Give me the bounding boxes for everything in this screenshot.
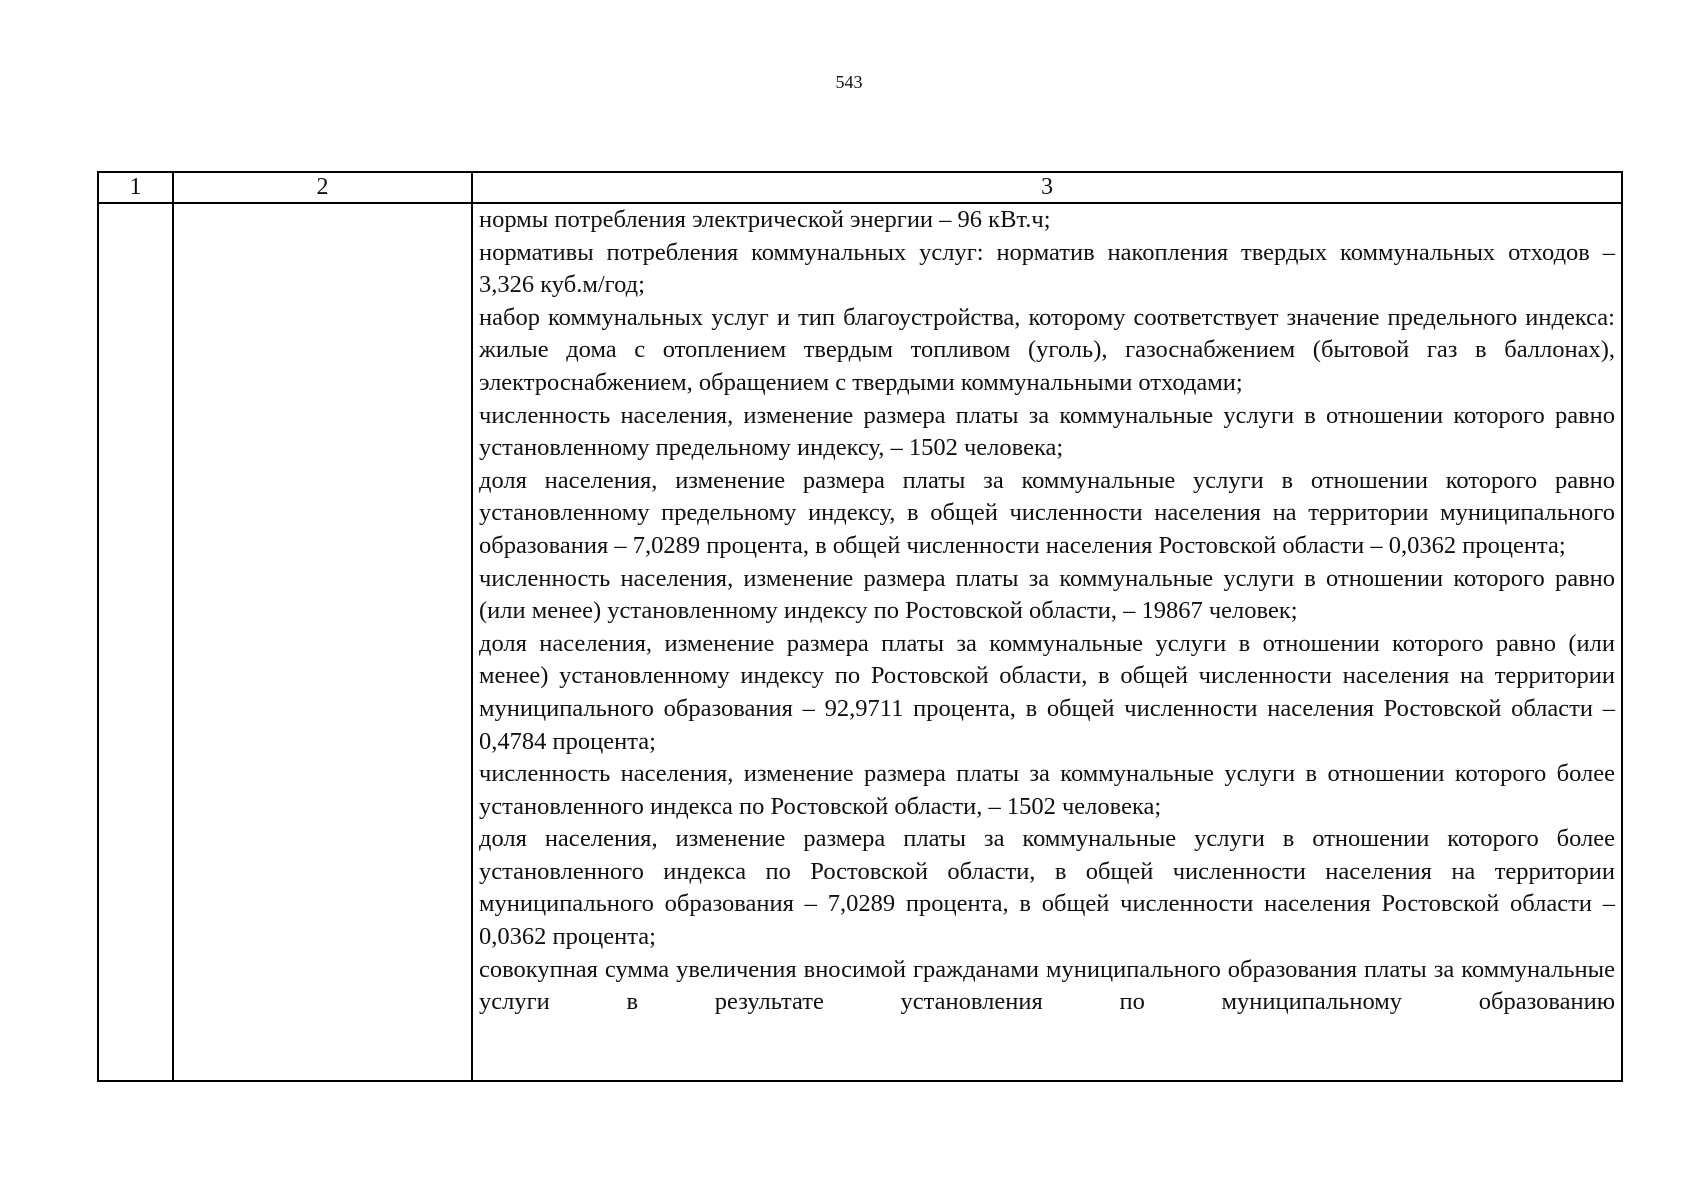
paragraph-population-equal-or-less: численность населения, изменение размера платы за коммунальные услуги в отношении которого равно (или менее) установленному индексу по Ростовской области, – 19867 человек; (479, 564, 1615, 625)
paragraph-share-more: доля населения, изменение размера платы за коммунальные услуги в отношении которого более установленного индекса по Ростовской области, в общей численности населения на территории муниципального образования – 7,0289 процента, в общей численности населения Ростовской области – 0,0362 процента; (479, 825, 1615, 951)
content-cell (472, 203, 1622, 1081)
empty-cell-col1 (98, 203, 173, 1081)
paragraph-total-increase: совокупная сумма увеличения вносимой гражданами муниципального образования платы за коммунальные услуги в результате установления по муниципальному образованию (479, 955, 1615, 1016)
column-header-2: 2 (173, 172, 472, 203)
document-table (97, 171, 1623, 1082)
column-header-3: 3 (472, 172, 1622, 203)
paragraph-service-set: набор коммунальных услуг и тип благоустройства, которому соответствует значение предельного индекса: жилые дома с отоплением твердым топливом (уголь), газоснабжением (бытовой газ в баллонах), электроснабжением, обращением с твердыми коммунальными отходами; (479, 303, 1615, 396)
paragraph-share-equal-limit: доля населения, изменение размера платы за коммунальные услуги в отношении которого равно установленному предельному индексу, в общей численности населения на территории муниципального образования – 7,0289 процента, в общей численности населения Ростовской области – 0,0362 процента; (479, 466, 1615, 559)
table-row (98, 203, 1622, 1081)
table-header-row (98, 172, 1622, 203)
paragraph-consumption-norms: нормативы потребления коммунальных услуг: норматив накопления твердых коммунальных отходов – 3,326 куб.м/год; (479, 238, 1615, 299)
page-number: 543 (835, 72, 863, 92)
empty-cell-col2 (173, 203, 472, 1081)
paragraph-population-equal-limit: численность населения, изменение размера платы за коммунальные услуги в отношении которого равно установленному предельному индексу, – 1502 человека; (479, 401, 1615, 462)
paragraph-population-more: численность населения, изменение размера платы за коммунальные услуги в отношении которого более установленного индекса по Ростовской области, – 1502 человека; (479, 760, 1615, 820)
paragraph-electricity-norm: нормы потребления электрической энергии – 96 кВт.ч; (479, 206, 1051, 233)
paragraph-share-equal-or-less: доля населения, изменение размера платы за коммунальные услуги в отношении которого равно (или менее) установленному индексу по Ростовской области, в общей численности населения на территории муниципального образования – 92,9711 процента, в общей численности населения Ростовской области – 0,4784 процента; (479, 629, 1615, 755)
column-header-1: 1 (98, 172, 173, 203)
